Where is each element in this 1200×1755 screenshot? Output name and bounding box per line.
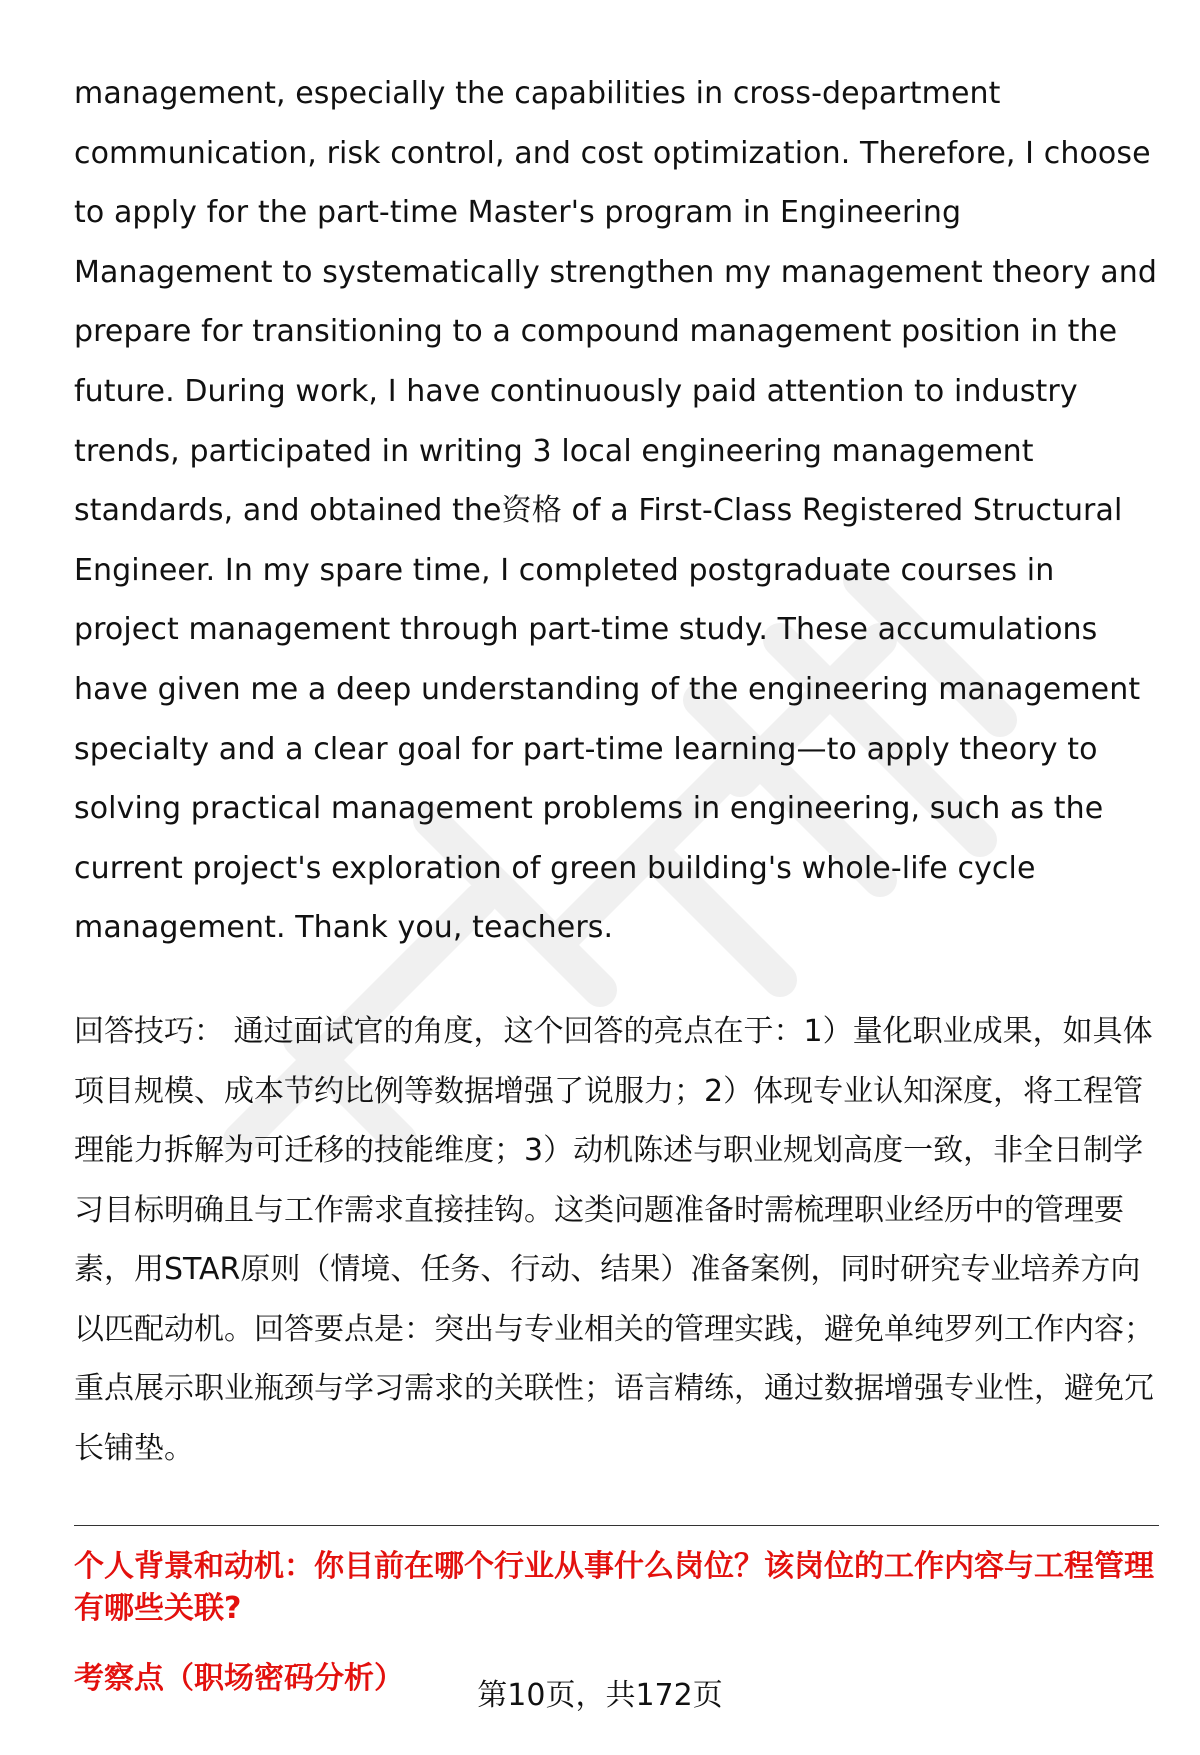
page-content bbox=[74, 64, 1159, 1700]
analysis-subheading: 考察点（职场密码分析） bbox=[74, 1660, 404, 1696]
answer-tips-paragraph: 回答技巧： 通过面试官的角度，这个回答的亮点在于：1）量化职业成果，如具体项目规模、成本节约比例等数据增强了说服力；2）体现专业认知深度，将工程管理能力拆解为可迁移的技能维度；3）动机陈述与职业规划高度一致，非全日制学习目标明确且与工作需求直接挂钩。这类问题准备时需梳理职业经历中的管理要素，用STAR原则（情境、任务、行动、结果）准备案例，同时研究专业培养方向以匹配动机。回答要点是：突出与专业相关的管理实践，避免单纯罗列工作内容；重点展示职业瓶颈与学习需求的关联性；语言精练，通过数据增强专业性，避免冗长铺垫。 bbox=[74, 1013, 1154, 1467]
question-heading: 个人背景和动机：你目前在哪个行业从事什么岗位？该岗位的工作内容与工程管理有哪些关联? bbox=[74, 1548, 1154, 1626]
page-number: 第10页，共172页 bbox=[477, 1678, 723, 1713]
answer-paragraph: management, especially the capabilities in cross-department communication, risk control, and cost optimization. Therefore, I choose to apply for the part-time Master's program in Engineering Management to systematically strengthen my management theory and prepare for transitioning to a compound management position in the future. During work, I have continuously paid attention to industry trends, participated in writing 3 local engineering management standards, and obtained the资格 of a First-Class Registered Structural Engineer. In my spare time, I completed postgraduate courses in project management through part-time study. These accumulations have given me a deep understanding of the engineering management specialty and a clear goal for part-time learning—to apply theory to solving practical management problems in engineering, such as the current project's exploration of green building's whole-life cycle management. Thank you, teachers. bbox=[74, 76, 1158, 946]
section-divider bbox=[74, 1525, 1159, 1526]
